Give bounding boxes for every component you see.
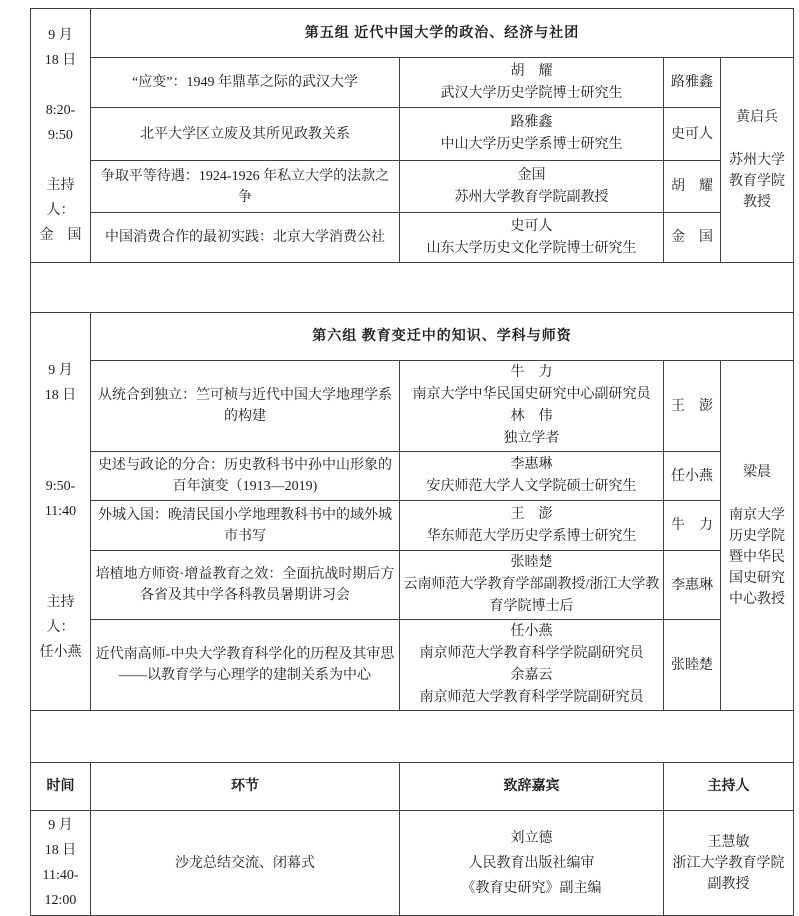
presenter-affiliation: 南京大学中华民国史研究中心副研究员 xyxy=(412,387,651,402)
closing-time-content xyxy=(34,813,87,913)
discussant-cell: 任小燕 xyxy=(664,452,721,501)
closing-header-row xyxy=(31,763,794,811)
presenter-name: 牛 力 xyxy=(510,365,553,380)
column-header-host: 主持人 xyxy=(664,763,794,811)
paper-title: 近代南高师-中央大学教育科学化的历程及其审思——以教育学与心理学的建制关系为中心 xyxy=(91,620,400,711)
time-end: 11:40 xyxy=(44,503,77,519)
presenter-cell xyxy=(400,551,664,620)
presenter-name: 金国 xyxy=(517,167,546,183)
presenter-affiliation: 云南师范大学教育学部副教授/浙江大学教育学院博士后 xyxy=(403,577,660,614)
paper-title: 北平大学区立废及其所见政教关系 xyxy=(91,108,400,161)
presenter-name: 余嘉云 xyxy=(510,668,553,683)
commentator-title: 南京大学历史学院暨中华民国史研究中心教授 xyxy=(729,507,785,607)
presenter-name: 王 澎 xyxy=(510,506,553,522)
table-row xyxy=(31,213,794,263)
closing-content-row xyxy=(31,811,794,916)
session-hours xyxy=(45,474,76,524)
spacer-cell xyxy=(31,263,794,313)
presenter-cell xyxy=(400,620,664,711)
presenter-cell xyxy=(400,213,664,263)
host-label: 主持人： xyxy=(46,595,75,636)
table-row xyxy=(31,452,794,501)
paper-title: 培植地方师资·增益教育之效：全面抗战时期后方各省及其中学各科教员暑期讲习会 xyxy=(91,551,400,620)
group5-time-content xyxy=(34,11,87,261)
commentator-name: 黄启兵 xyxy=(736,110,778,125)
spacer-row xyxy=(31,711,794,763)
presenter-affiliation: 山东大学历史文化学院博士研究生 xyxy=(426,240,637,256)
group6-header-row xyxy=(31,313,794,361)
spacer-cell xyxy=(31,711,794,763)
closing-session-cell: 沙龙总结交流、闭幕式 xyxy=(91,811,400,916)
session-date xyxy=(45,23,77,73)
presenter-name: 任小燕 xyxy=(510,624,553,639)
column-header-speakers: 致辞嘉宾 xyxy=(400,763,664,811)
group6-time-cell xyxy=(31,313,91,711)
presenter-affiliation: 武汉大学历史学院博士研究生 xyxy=(440,85,623,101)
discussant-cell: 胡 耀 xyxy=(664,161,721,213)
presenter-cell xyxy=(400,452,664,501)
commentator-title: 苏州大学教育学院教授 xyxy=(729,153,785,210)
date-month: 9 月 xyxy=(48,362,73,378)
presenter-name: 史可人 xyxy=(510,218,553,234)
session-date xyxy=(45,358,77,408)
paper-title: “应变”：1949 年鼎革之际的武汉大学 xyxy=(91,58,400,108)
presenter-name: 胡 耀 xyxy=(510,63,553,79)
time-end: 9:50 xyxy=(48,128,73,143)
time-start: 9:50- xyxy=(45,478,76,494)
column-header-time: 时间 xyxy=(31,763,91,811)
speaker-name: 刘立德 xyxy=(510,830,553,846)
presenter-name: 张睦楚 xyxy=(510,555,553,570)
presenter-cell xyxy=(400,108,664,161)
closing-time-cell xyxy=(31,811,91,916)
presenter-cell xyxy=(400,501,664,551)
schedule-table xyxy=(30,8,794,916)
table-row xyxy=(31,58,794,108)
presenter-affiliation: 安庆师范大学人文学院硕士研究生 xyxy=(426,479,637,494)
spacer-row xyxy=(31,263,794,313)
presenter-name: 李惠琳 xyxy=(510,457,553,472)
time-start: 11:40- xyxy=(42,868,79,883)
discussant-cell: 路雅鑫 xyxy=(664,58,721,108)
table-row xyxy=(31,551,794,620)
host-name: 金 国 xyxy=(39,228,82,243)
commentator-name: 梁晨 xyxy=(743,464,771,480)
date-day: 18 日 xyxy=(44,387,77,403)
column-header-session: 环节 xyxy=(91,763,400,811)
discussant-cell: 李惠琳 xyxy=(664,551,721,620)
paper-title: 争取平等待遇：1924-1926 年私立大学的法款之争 xyxy=(91,161,400,213)
paper-title: 中国消费合作的最初实践：北京大学消费公社 xyxy=(91,213,400,263)
host-name: 任小燕 xyxy=(39,645,82,661)
presenter-cell xyxy=(400,161,664,213)
presenter-name: 林 伟 xyxy=(510,409,553,424)
table-row xyxy=(31,620,794,711)
time-start: 8:20- xyxy=(45,103,76,118)
presenter-affiliation: 南京师范大学教育科学学院副研究员 xyxy=(419,646,644,661)
date-month: 9 月 xyxy=(48,818,73,833)
host-affiliation: 浙江大学教育学院副教授 xyxy=(672,855,785,892)
date-day: 18 日 xyxy=(44,53,77,68)
time-end: 12:00 xyxy=(44,893,77,908)
group5-header-row xyxy=(31,9,794,58)
table-row xyxy=(31,161,794,213)
discussant-cell: 史可人 xyxy=(664,108,721,161)
speaker-affiliation: 《教育史研究》副主编 xyxy=(461,880,602,896)
session-host xyxy=(34,590,87,665)
host-name: 王慧敏 xyxy=(707,834,750,850)
presenter-affiliation: 苏州大学教育学院副教授 xyxy=(454,189,609,205)
discussant-cell: 王 澎 xyxy=(664,361,721,452)
group5-title: 第五组 近代中国大学的政治、经济与社团 xyxy=(91,9,794,58)
presenter-cell xyxy=(400,361,664,452)
presenter-affiliation: 独立学者 xyxy=(503,431,560,446)
presenter-name: 路雅鑫 xyxy=(510,115,553,130)
paper-title: 外城入国：晚清民国小学地理教科书中的域外城市书写 xyxy=(91,501,400,551)
paper-title: 史述与政论的分合：历史教科书中孙中山形象的百年演变（1913—2019) xyxy=(91,452,400,501)
group5-commentator-cell xyxy=(721,58,794,263)
session-host xyxy=(34,173,87,248)
discussant-cell: 牛 力 xyxy=(664,501,721,551)
presenter-affiliation: 华东师范大学历史学系博士研究生 xyxy=(426,528,637,544)
group6-commentator-cell xyxy=(721,361,794,711)
date-month: 9 月 xyxy=(48,28,73,43)
speaker-affiliation: 人民教育出版社编审 xyxy=(468,855,595,871)
presenter-cell xyxy=(400,58,664,108)
presenter-affiliation: 中山大学历史学系博士研究生 xyxy=(440,137,623,152)
paper-title: 从统合到独立：竺可桢与近代中国大学地理学系的构建 xyxy=(91,361,400,452)
session-date xyxy=(45,813,77,863)
group6-time-content xyxy=(34,325,87,699)
closing-host-cell xyxy=(664,811,794,916)
group6-title: 第六组 教育变迁中的知识、学科与师资 xyxy=(91,313,794,361)
group5-time-cell xyxy=(31,9,91,263)
date-day: 18 日 xyxy=(44,843,77,858)
table-row xyxy=(31,501,794,551)
session-hours xyxy=(42,863,78,913)
closing-speakers-cell xyxy=(400,811,664,916)
discussant-cell: 金 国 xyxy=(664,213,721,263)
table-row xyxy=(31,361,794,452)
host-label: 主持人： xyxy=(46,178,75,218)
table-row xyxy=(31,108,794,161)
session-hours xyxy=(46,98,76,148)
presenter-affiliation: 南京师范大学教育科学学院副研究员 xyxy=(419,690,644,705)
discussant-cell: 张睦楚 xyxy=(664,620,721,711)
